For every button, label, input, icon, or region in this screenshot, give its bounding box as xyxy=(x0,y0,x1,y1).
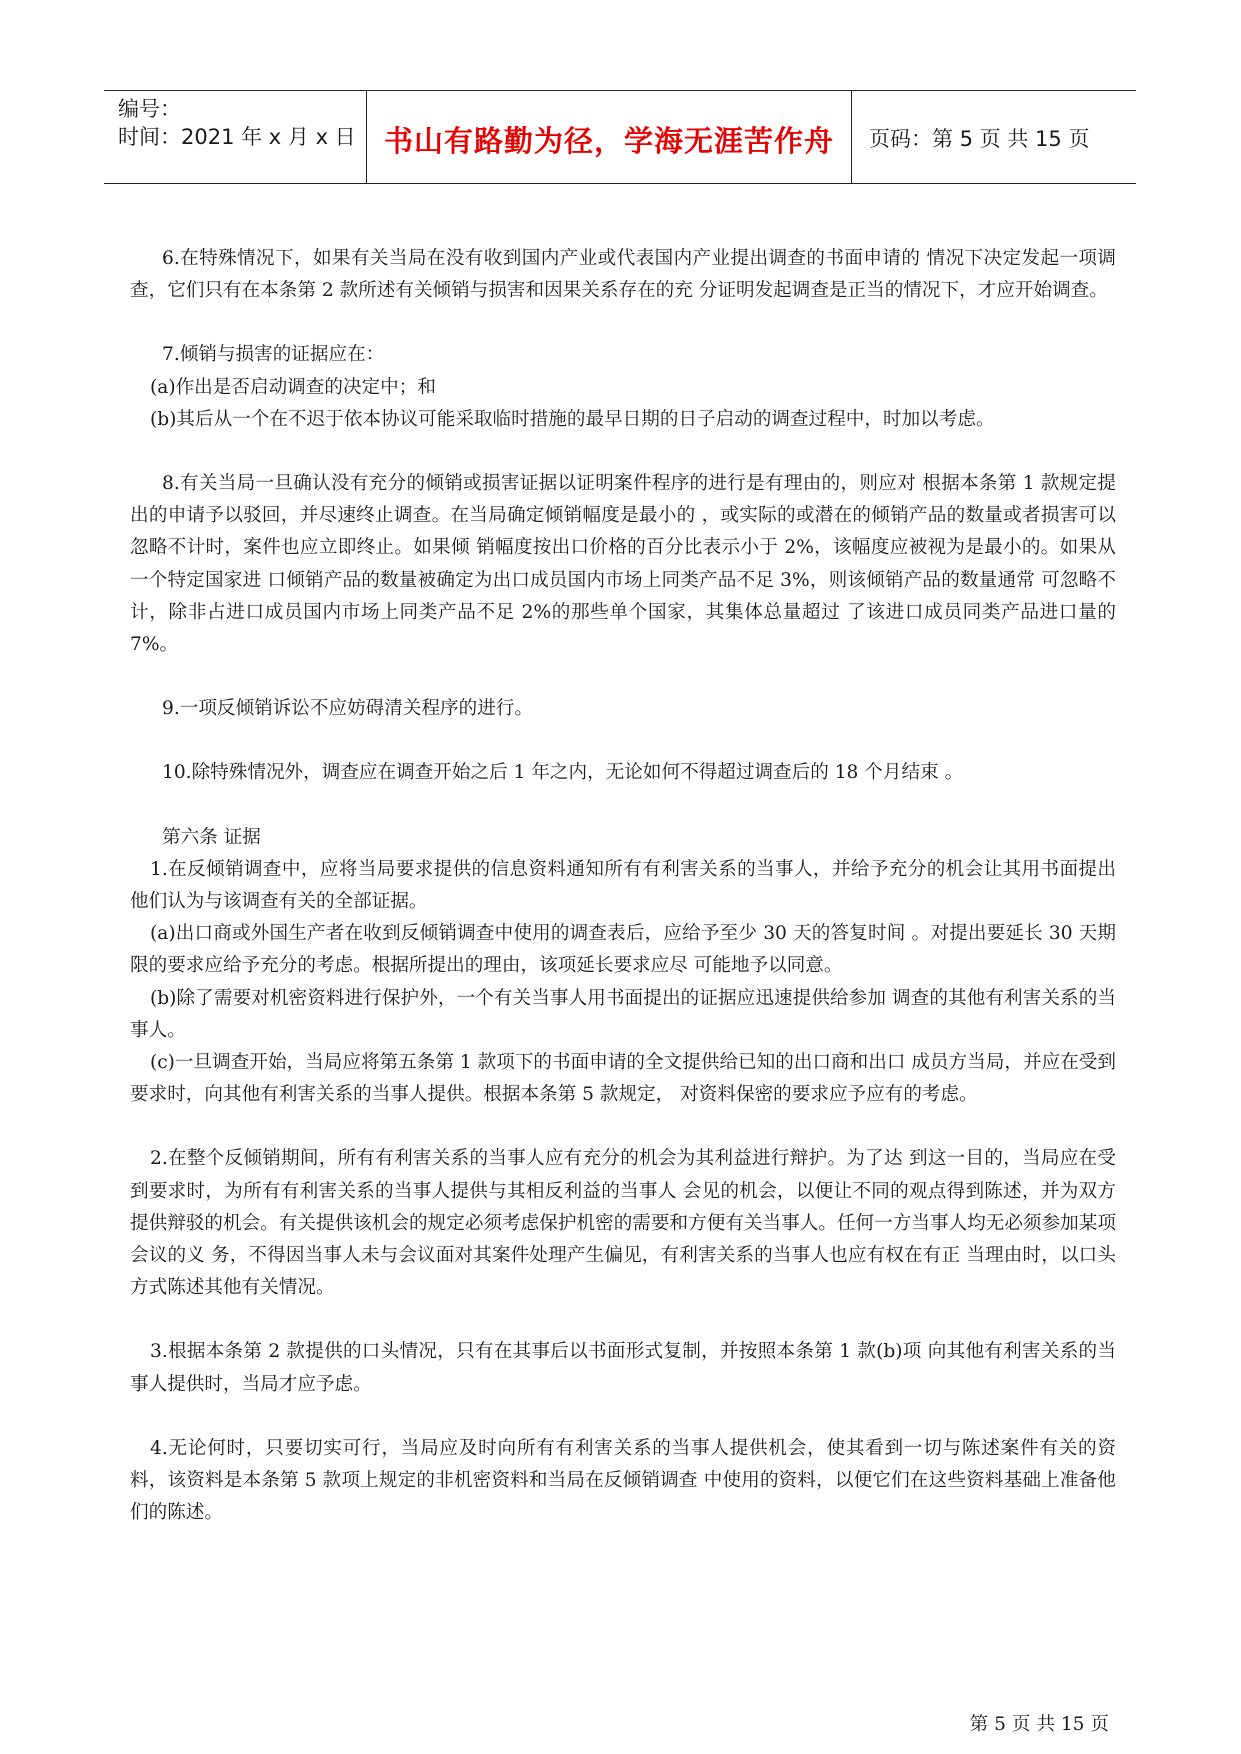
header-motto: 书山有路勤为径，学海无涯苦作舟 xyxy=(383,124,834,158)
article-6-paragraph-3: 3.根据本条第 2 款提供的口头情况，只有在其事后以书面形式复制，并按照本条第 1 款(b)项 向其他有利害关系的当事人提供时，当局才应予虑。 xyxy=(130,1341,1116,1395)
paragraph-6: 6.在特殊情况下，如果有关当局在没有收到国内产业或代表国内产业提出调查的书面申请的 情况下决定发起一项调查，它们只有在本条第 2 款所述有关倾销与损害和因果关系存在的充 分证明发起调查是正当的情况下，才应开始调查。 xyxy=(130,248,1116,302)
article-6-paragraph-2: 2.在整个反倾销期间，所有有利害关系的当事人应有充分的机会为其利益进行辩护。为了达 到这一目的，当局应在受到要求时，为所有有利害关系的当事人提供与其相反利益的当事人 会见的机会，以便让不同的观点得到陈述，并为双方提供辩驳的机会。有关提供该机会的规定必须考虑保护机密的需要和方便有关当事人。任何一方当事人均无必须参加某项会议的义 务，不得因当事人未与会议面对其案件处理产生偏见，有利害关系的当事人也应有权在有正 当理由时，以口头方式陈述其他有关情况。 xyxy=(130,1148,1116,1299)
header-right-cell xyxy=(853,91,1136,183)
paragraph-9: 9.一项反倾销诉讼不应妨碍清关程序的进行。 xyxy=(162,698,534,720)
header-left-cell xyxy=(104,91,367,183)
page-header xyxy=(104,90,1136,184)
article-6-title: 第六条 证据 xyxy=(162,826,261,848)
article-6-paragraph-1a: (a)出口商或外国生产者在收到反倾销调查中使用的调查表后，应给予至少 30 天的答复时间 。对提出要延长 30 天期限的要求应给予充分的考虑。根据所提出的理由，该项延长要求应尽 可能地予以同意。 xyxy=(130,923,1116,977)
paragraph-7a: (a)作出是否启动调查的决定中；和 xyxy=(150,376,436,398)
page-footer: 第 5 页 共 15 页 xyxy=(969,1714,1109,1735)
paragraph-7: 7.倾销与损害的证据应在： xyxy=(162,344,385,366)
paragraph-10: 10.除特殊情况外，调查应在调查开始之后 1 年之内，无论如何不得超过调查后的 18 个月结束 。 xyxy=(162,762,964,784)
document-number-label: 编号： xyxy=(118,97,181,121)
article-6-paragraph-1b: (b)除了需要对机密资料进行保护外，一个有关当事人用书面提出的证据应迅速提供给参加 调查的其他有利害关系的当事人。 xyxy=(130,987,1116,1041)
article-6-paragraph-4: 4.无论何时，只要切实可行，当局应及时向所有有利害关系的当事人提供机会，使其看到一切与陈述案件有关的资料，该资料是本条第 5 款项上规定的非机密资料和当局在反倾销调查 中使用的资料，以便它们在这些资料基础上准备他们的陈述。 xyxy=(130,1437,1116,1524)
document-body xyxy=(130,243,1116,1530)
header-motto-cell xyxy=(367,91,852,183)
document-time-label: 时间：2021 年 x 月 x 日 xyxy=(118,125,356,149)
header-page-number: 页码：第 5 页 共 15 页 xyxy=(869,127,1090,151)
paragraph-7b: (b)其后从一个在不迟于依本协议可能采取临时措施的最早日期的日子启动的调查过程中，时加以考虑。 xyxy=(150,408,995,430)
article-6-paragraph-1c: (c)一旦调查开始，当局应将第五条第 1 款项下的书面申请的全文提供给已知的出口商和出口 成员方当局，并应在受到要求时，向其他有利害关系的当事人提供。根据本条第 5 款规定， 对资料保密的要求应予应有的考虑。 xyxy=(130,1052,1116,1106)
paragraph-8: 8.有关当局一旦确认没有充分的倾销或损害证据以证明案件程序的进行是有理由的，则应对 根据本条第 1 款规定提出的申请予以驳回，并尽速终止调查。在当局确定倾销幅度是最小的 ，或实际的或潜在的倾销产品的数量或者损害可以忽略不计时，案件也应立即终止。如果倾 销幅度按出口价格的百分比表示小于 2%，该幅度应被视为是最小的。如果从一个特定国家进 口倾销产品的数量被确定为出口成员国内市场上同类产品不足 3%，则该倾销产品的数量通常 可忽略不计，除非占进口成员国内市场上同类产品不足 2%的那些单个国家，其集体总量超过 了该进口成员同类产品进口量的 7%。 xyxy=(130,473,1116,656)
article-6-paragraph-1: 1.在反倾销调查中，应将当局要求提供的信息资料通知所有有利害关系的当事人，并给予充分的机会让其用书面提出他们认为与该调查有关的全部证据。 xyxy=(130,858,1116,913)
